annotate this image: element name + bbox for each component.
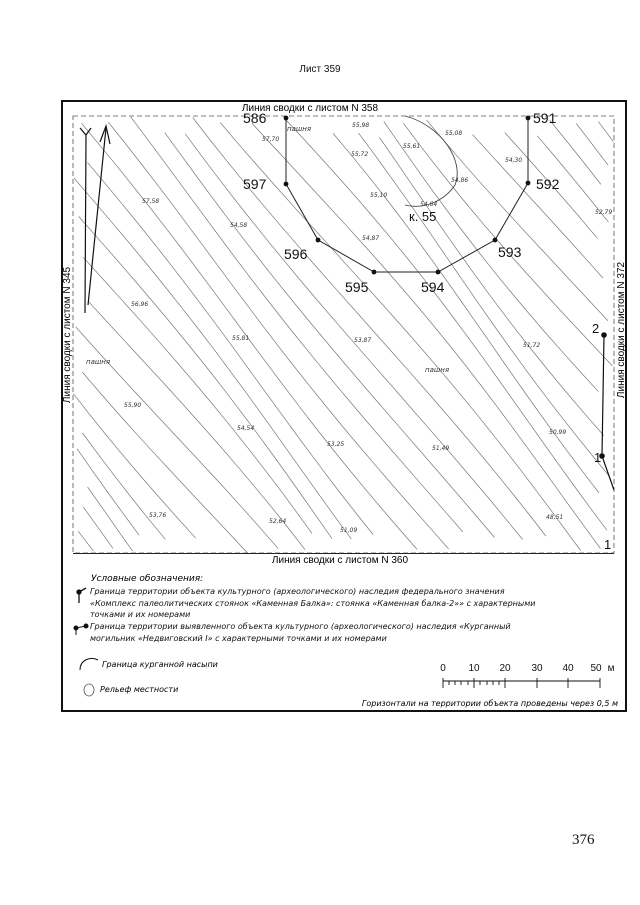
elevation-label: 54,86 bbox=[451, 177, 469, 184]
elevation-label: 54,87 bbox=[362, 235, 380, 242]
point-label-596: 596 bbox=[284, 246, 308, 262]
land-label-2: пашня bbox=[86, 358, 111, 366]
scale-tick-label: 0 bbox=[440, 663, 446, 674]
edge-label-top: Линия сводки с листом N 358 bbox=[241, 103, 379, 114]
scale-tick-label: 20 bbox=[499, 663, 511, 674]
boundary-point-595 bbox=[372, 270, 377, 275]
legend-item-1-line-3: точками и их номерами bbox=[90, 610, 191, 619]
edge-label-right: Линия сводки с листом N 372 bbox=[616, 261, 627, 399]
elevation-label: 53,87 bbox=[354, 337, 372, 344]
elevation-label: 55,90 bbox=[124, 402, 142, 409]
legend-item-1-line-1: Граница территории объекта культурного (археологического) наследия федерального значения bbox=[90, 587, 505, 596]
boundary-point-591 bbox=[526, 116, 531, 121]
scale-bar bbox=[443, 678, 600, 688]
elevation-label: 48,51 bbox=[546, 514, 564, 521]
elevation-label: 54,64 bbox=[420, 201, 438, 208]
elevation-label: 51,49 bbox=[432, 445, 450, 452]
point-label-595: 595 bbox=[345, 279, 369, 295]
legend-item-2-line-2: могильник «Недвиговский I» с характерными точками и их номерами bbox=[90, 634, 387, 643]
point-label-594: 594 bbox=[421, 279, 445, 295]
sheet-title: Лист 359 bbox=[299, 64, 341, 75]
scale-tick-label: 40 bbox=[562, 663, 574, 674]
boundary-point-586 bbox=[284, 116, 289, 121]
elevation-label: 55,72 bbox=[351, 151, 369, 158]
elevation-label: 55,10 bbox=[370, 192, 388, 199]
legend-item-3: Граница курганной насыпи bbox=[102, 660, 218, 669]
elevation-label: 52,64 bbox=[269, 518, 287, 525]
elevation-label: 51,72 bbox=[523, 342, 541, 349]
scale-tick-label: 10 bbox=[468, 663, 480, 674]
elevation-label: 55,81 bbox=[232, 335, 250, 342]
elevation-label: 56,96 bbox=[131, 301, 149, 308]
elevation-label: 52,79 bbox=[595, 209, 613, 216]
contour-note: Горизонтали на территории объекта проведены через 0,5 м bbox=[361, 699, 618, 708]
edge-label-bottom: Линия сводки с листом N 360 bbox=[271, 555, 409, 566]
boundary-point-594 bbox=[436, 270, 441, 275]
boundary-point-596 bbox=[316, 238, 321, 243]
elevation-label: 53,76 bbox=[149, 512, 167, 519]
boundary-point-593 bbox=[493, 238, 498, 243]
legend bbox=[74, 574, 618, 708]
elevation-label: 54,30 bbox=[505, 157, 523, 164]
point-label-597: 597 bbox=[243, 176, 267, 192]
scale-tick-label: 30 bbox=[531, 663, 543, 674]
mound-label: к. 55 bbox=[409, 209, 437, 224]
federal-point-label-1: 1 bbox=[594, 450, 602, 465]
edge-label-left: Линия сводки с листом N 345 bbox=[62, 266, 73, 404]
federal-point-label-1b: 1 bbox=[604, 537, 612, 552]
elevation-label: 57,70 bbox=[262, 136, 280, 143]
elevation-label: 50,99 bbox=[549, 429, 567, 436]
mound-boundary-icon bbox=[80, 658, 98, 670]
land-label-1: пашня bbox=[287, 125, 312, 133]
elevation-label: 55,61 bbox=[403, 143, 421, 150]
page-number: 376 bbox=[572, 832, 595, 848]
legend-item-1-line-2: «Комплекс палеолитических стоянок «Каменная Балка»: стоянка «Каменная балка-2»» с характерными bbox=[90, 599, 536, 608]
terrain-icon bbox=[84, 684, 94, 696]
federal-boundary-icon bbox=[77, 588, 86, 603]
legend-item-2-line-1: Граница территории выявленного объекта культурного (археологического) наследия «Курганный bbox=[90, 622, 511, 631]
identified-boundary-icon bbox=[74, 624, 88, 635]
scale-unit: м bbox=[607, 663, 615, 674]
point-label-586: 586 bbox=[243, 110, 267, 126]
elevation-label: 55,98 bbox=[352, 122, 370, 129]
map-area-border bbox=[73, 116, 614, 553]
point-label-592: 592 bbox=[536, 176, 560, 192]
elevation-label: 51,09 bbox=[340, 527, 358, 534]
boundary-point-592 bbox=[526, 181, 531, 186]
elevation-label: 54,54 bbox=[237, 425, 255, 432]
point-label-593: 593 bbox=[498, 244, 522, 260]
boundary-point-597 bbox=[284, 182, 289, 187]
elevation-label: 57,58 bbox=[142, 198, 160, 205]
elevation-label: 55,08 bbox=[445, 130, 463, 137]
bottom-sheet-line bbox=[73, 553, 614, 554]
elevation-label: 53,25 bbox=[327, 441, 345, 448]
federal-point-label-2: 2 bbox=[592, 321, 600, 336]
scale-tick-label: 50 bbox=[590, 663, 602, 674]
elevation-label: 54,58 bbox=[230, 222, 248, 229]
land-label-3: пашня bbox=[425, 366, 450, 374]
legend-item-4: Рельеф местности bbox=[100, 685, 179, 694]
legend-title: Условные обозначения: bbox=[91, 574, 204, 584]
point-label-591: 591 bbox=[533, 110, 557, 126]
